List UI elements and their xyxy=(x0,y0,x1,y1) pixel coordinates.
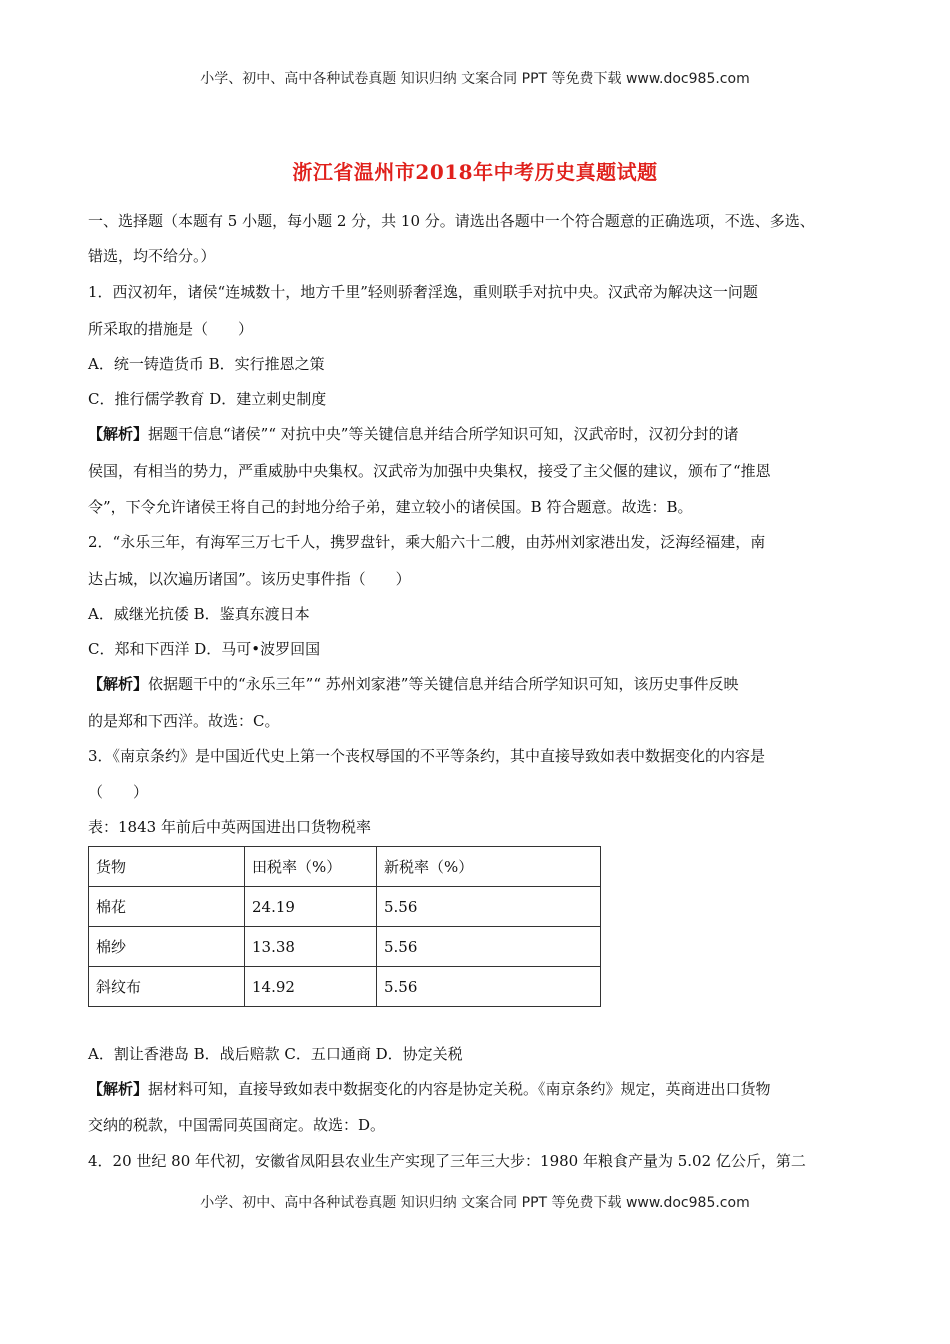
q2-stem-line2: 达占城，以次遍历诸国”。该历史事件指（ ） xyxy=(88,570,411,588)
table-cell: 14.92 xyxy=(245,967,377,1007)
table-cell: 5.56 xyxy=(377,927,601,967)
q1-stem-line2: 所采取的措施是（ ） xyxy=(88,320,254,338)
q3-stem-line2: （ ） xyxy=(88,783,149,801)
table-header-cell: 田税率（%） xyxy=(245,847,377,887)
analysis-label: 【解析】 xyxy=(88,1080,149,1098)
section-instructions-line1: 一、选择题（本题有 5 小题，每小题 2 分，共 10 分。请选出各题中一个符合题意的正确选项，不选、多选、 xyxy=(88,212,815,230)
table-cell: 5.56 xyxy=(377,887,601,927)
page-header: 小学、初中、高中各种试卷真题 知识归纳 文案合同 PPT 等免费下载 www.doc985.com xyxy=(200,71,750,87)
table-row xyxy=(89,927,601,967)
page-footer: 小学、初中、高中各种试卷真题 知识归纳 文案合同 PPT 等免费下载 www.doc985.com xyxy=(200,1195,750,1211)
analysis-text: 据题干信息“诸侯”“ 对抗中央”等关键信息并结合所学知识可知，汉武帝时，汉初分封的诸 xyxy=(148,425,739,443)
table-header-cell: 货物 xyxy=(89,847,245,887)
tax-rate-table xyxy=(88,846,601,1007)
table-header-cell: 新税率（%） xyxy=(377,847,601,887)
q2-options-ab: A．威继光抗倭 B．鉴真东渡日本 xyxy=(88,605,310,623)
document-title: 浙江省温州市2018年中考历史真题试题 xyxy=(292,160,658,184)
table-cell: 棉花 xyxy=(89,887,245,927)
table-header-row xyxy=(89,847,601,887)
table-cell: 斜纹布 xyxy=(89,967,245,1007)
q3-analysis-line1 xyxy=(88,1078,878,1099)
q1-analysis-line3: 令”，下令允许诸侯王将自己的封地分给子弟，建立较小的诸侯国。B 符合题意。故选：B。 xyxy=(88,498,693,516)
analysis-text: 据材料可知，直接导致如表中数据变化的内容是协定关税。《南京条约》规定，英商进出口货物 xyxy=(148,1080,771,1098)
table-cell: 5.56 xyxy=(377,967,601,1007)
q2-analysis-line2: 的是郑和下西洋。故选：C。 xyxy=(88,712,280,730)
q1-analysis-line1 xyxy=(88,423,878,444)
q1-stem-line1: 1．西汉初年，诸侯“连城数十，地方千里”轻则骄奢淫逸，重则联手对抗中央。汉武帝为解决这一问题 xyxy=(88,283,758,301)
q3-stem-line1: 3．《南京条约》是中国近代史上第一个丧权辱国的不平等条约，其中直接导致如表中数据变化的内容是 xyxy=(88,747,766,765)
section-instructions-line2: 错选，均不给分。） xyxy=(88,247,216,265)
table-caption: 表：1843 年前后中英两国进出口货物税率 xyxy=(88,818,371,836)
q1-analysis-line2: 侯国，有相当的势力，严重威胁中央集权。汉武帝为加强中央集权，接受了主父偃的建议，颁布了“推恩 xyxy=(88,462,771,480)
analysis-label: 【解析】 xyxy=(88,425,149,443)
table-cell: 24.19 xyxy=(245,887,377,927)
q2-options-cd: C．郑和下西洋 D．马可•波罗回国 xyxy=(88,640,321,658)
analysis-label: 【解析】 xyxy=(88,675,149,693)
q3-analysis-line2: 交纳的税款，中国需同英国商定。故选：D。 xyxy=(88,1116,386,1134)
q3-options: A．割让香港岛 B．战后赔款 C．五口通商 D．协定关税 xyxy=(88,1045,463,1063)
table-row xyxy=(89,887,601,927)
table-cell: 13.38 xyxy=(245,927,377,967)
q1-options-ab: A．统一铸造货币 B．实行推恩之策 xyxy=(88,355,325,373)
analysis-text: 依据题干中的“永乐三年”“ 苏州刘家港”等关键信息并结合所学知识可知，该历史事件反映 xyxy=(148,675,739,693)
q2-stem-line1: 2．“永乐三年，有海军三万七千人，携罗盘针，乘大船六十二艘，由苏州刘家港出发，泛海经福建，南 xyxy=(88,533,766,551)
q1-options-cd: C．推行儒学教育 D．建立刺史制度 xyxy=(88,390,327,408)
table-row xyxy=(89,967,601,1007)
q4-stem-line1: 4．20 世纪 80 年代初，安徽省凤阳县农业生产实现了三年三大步：1980 年粮食产量为 5.02 亿公斤，第二 xyxy=(88,1152,806,1170)
q2-analysis-line1 xyxy=(88,673,878,694)
table-cell: 棉纱 xyxy=(89,927,245,967)
